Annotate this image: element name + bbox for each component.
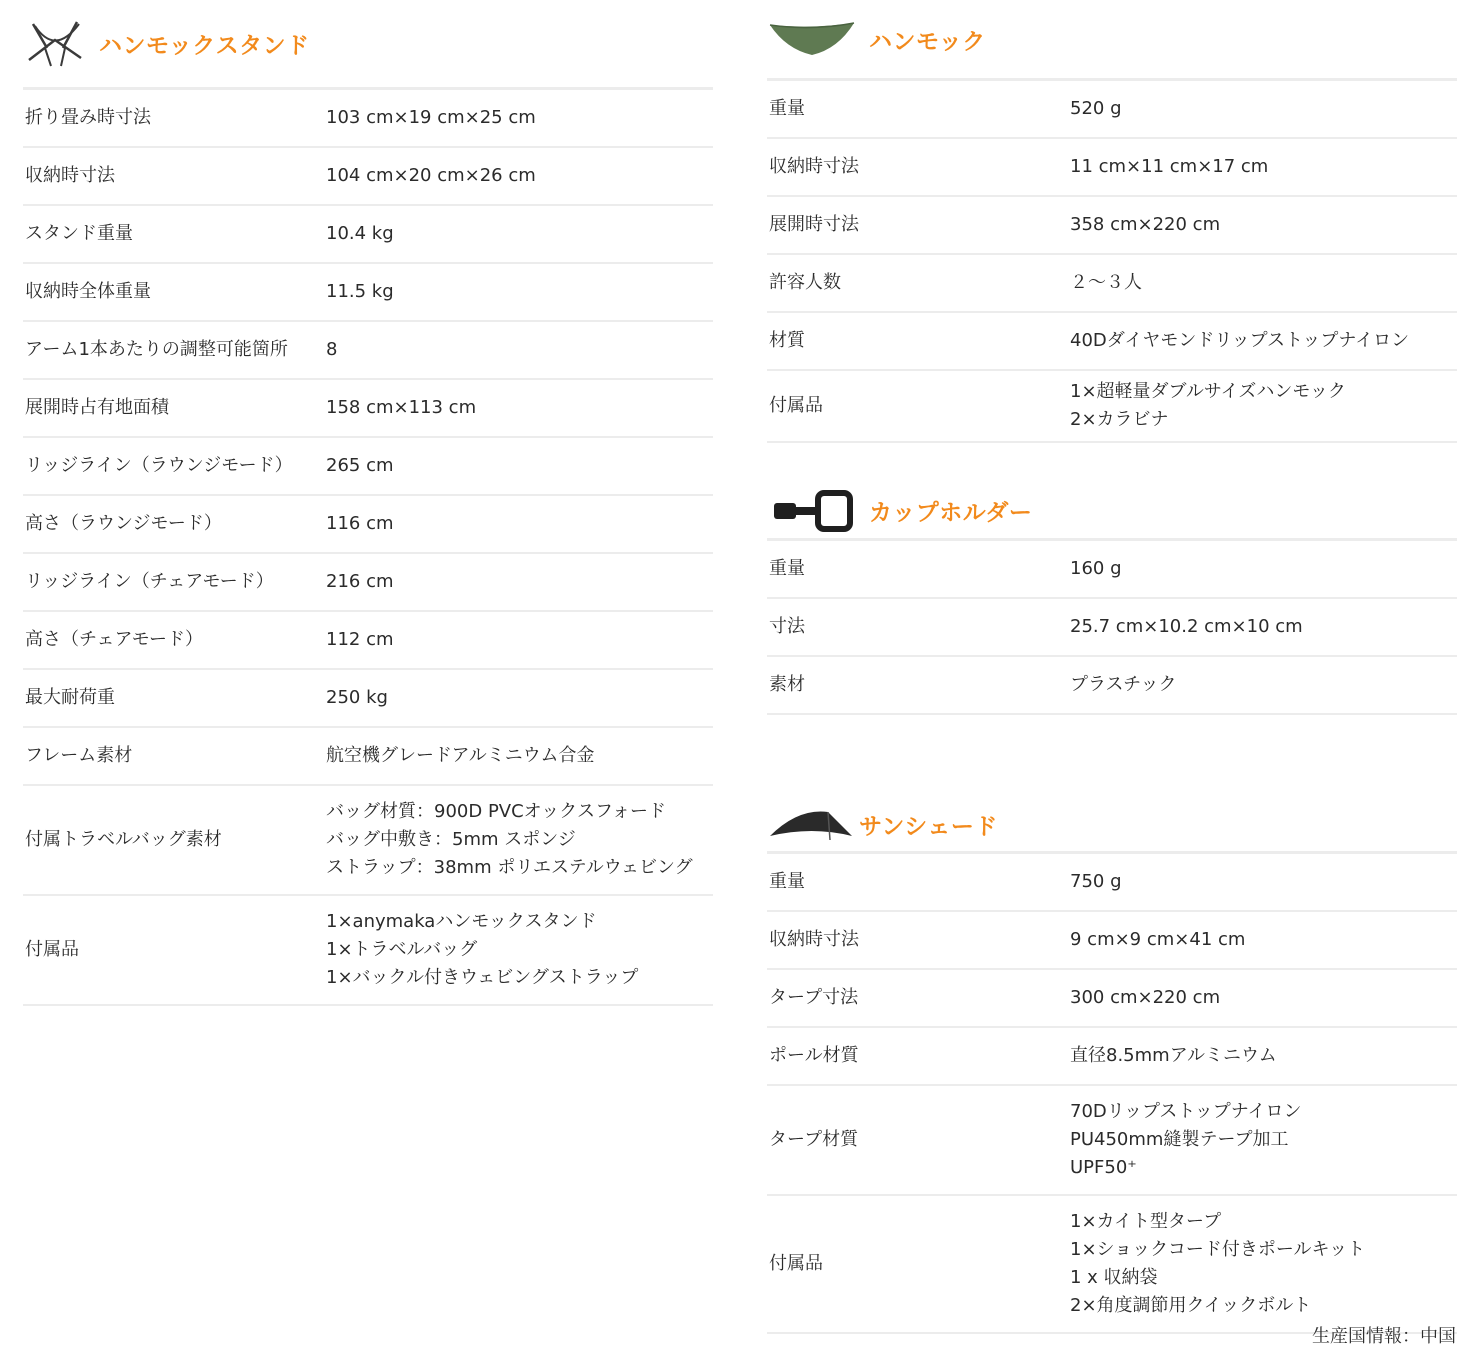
spec-row (23, 90, 713, 148)
spec-value-line: 358 cm×220 cm (1070, 214, 1221, 235)
spec-value-line: 10.4 kg (326, 223, 394, 244)
stand-spec-table (23, 90, 713, 1006)
spec-value-line: 1×バックル付きウェビングストラップ (326, 967, 639, 988)
spec-label: 許容人数 (769, 272, 841, 293)
spec-row (23, 612, 713, 670)
spec-label: 付属トラベルバッグ素材 (25, 829, 222, 850)
stand-section (23, 0, 713, 1006)
spec-label: 高さ（チェアモード） (25, 629, 204, 650)
cup-holder-icon (767, 482, 857, 540)
spec-value-line: ２～３人 (1070, 272, 1142, 293)
spec-row (23, 438, 713, 496)
spec-row (767, 541, 1457, 599)
spec-value (326, 626, 713, 654)
spec-row (23, 496, 713, 554)
spec-label: 折り畳み時寸法 (25, 107, 151, 128)
spec-value (326, 336, 713, 364)
spec-row (23, 322, 713, 380)
spec-row (767, 912, 1457, 970)
spec-value-line: UPF50⁺ (1070, 1157, 1137, 1178)
hammock-spec-table (767, 81, 1457, 443)
spec-value-line: 直径8.5mmアルミニウム (1070, 1045, 1277, 1066)
spec-value (326, 220, 713, 248)
spec-value (326, 568, 713, 596)
spec-label: 収納時寸法 (25, 165, 115, 186)
spec-row (23, 728, 713, 786)
spec-value (326, 104, 713, 132)
spec-value-line: 216 cm (326, 571, 394, 592)
spec-row (767, 81, 1457, 139)
stand-header (23, 0, 713, 90)
spec-value-line: 112 cm (326, 629, 394, 650)
spec-value (326, 908, 713, 992)
spec-row (767, 255, 1457, 313)
spec-row (23, 148, 713, 206)
spec-label: 最大耐荷重 (25, 687, 115, 708)
spec-value (1070, 1042, 1457, 1070)
spec-label: 付属品 (769, 395, 823, 416)
spec-value-line: 2×角度調節用クイックボルト (1070, 1295, 1312, 1316)
spec-label: 付属品 (25, 939, 79, 960)
spec-value-line: 1×カイト型タープ (1070, 1211, 1222, 1232)
spec-value-line: 9 cm×9 cm×41 cm (1070, 929, 1246, 950)
spec-value (1070, 671, 1457, 699)
sunshade-spec-table (767, 854, 1457, 1334)
hammock-title: ハンモック (869, 28, 986, 55)
spec-value-line: 1×トラベルバッグ (326, 939, 478, 960)
spec-value-line: 40Dダイヤモンドリップストップナイロン (1070, 330, 1410, 351)
sunshade-title: サンシェード (859, 813, 998, 840)
spec-value-line: プラスチック (1070, 674, 1177, 695)
spec-value (1070, 555, 1457, 583)
spec-label: フレーム素材 (25, 745, 133, 766)
spec-label: ポール材質 (769, 1045, 859, 1066)
spec-label: 収納時寸法 (769, 156, 859, 177)
spec-value-line: 航空機グレードアルミニウム合金 (326, 745, 595, 766)
spec-value (1070, 269, 1457, 297)
spec-value (1070, 868, 1457, 896)
cupholder-header (767, 483, 1457, 541)
spec-row (767, 970, 1457, 1028)
spec-label: 重量 (769, 871, 805, 892)
spec-row (23, 896, 713, 1006)
spec-value-line: 1×ショックコード付きポールキット (1070, 1239, 1366, 1260)
spec-value (326, 162, 713, 190)
spec-label: 付属品 (769, 1253, 823, 1274)
spec-value-line: バッグ中敷き：5mm スポンジ (326, 829, 576, 850)
spec-value-line: 11 cm×11 cm×17 cm (1070, 156, 1269, 177)
spec-value (326, 278, 713, 306)
spec-value (326, 452, 713, 480)
spec-value (1070, 378, 1457, 434)
spec-value-line: 160 g (1070, 558, 1122, 579)
hammock-header (767, 0, 1457, 81)
spec-label: 収納時寸法 (769, 929, 859, 950)
spec-value-line: 1×超軽量ダブルサイズハンモック (1070, 381, 1346, 402)
sunshade-header (767, 797, 1457, 854)
spec-label: 展開時占有地面積 (25, 397, 169, 418)
spec-value (1070, 327, 1457, 355)
spec-value-line: 300 cm×220 cm (1070, 987, 1221, 1008)
spec-value (326, 798, 713, 882)
spec-label: 寸法 (769, 616, 805, 637)
spec-row (23, 554, 713, 612)
spec-row (23, 206, 713, 264)
spec-row (23, 670, 713, 728)
spec-value-line: 70Dリップストップナイロン (1070, 1101, 1302, 1122)
spec-value (1070, 1098, 1457, 1182)
spec-value (326, 394, 713, 422)
spec-row (767, 599, 1457, 657)
cupholder-spec-table (767, 541, 1457, 715)
spec-value-line: ストラップ：38mm ポリエステルウェビング (326, 857, 693, 878)
spec-label: 展開時寸法 (769, 214, 859, 235)
spec-value-line: 750 g (1070, 871, 1122, 892)
spec-row (23, 264, 713, 322)
spec-value-line: 25.7 cm×10.2 cm×10 cm (1070, 616, 1303, 637)
spec-label: リッジライン（ラウンジモード） (25, 455, 293, 476)
spec-label: 素材 (769, 674, 805, 695)
spec-label: タープ寸法 (769, 987, 859, 1008)
spec-label: 重量 (769, 558, 805, 579)
spec-value-line: 104 cm×20 cm×26 cm (326, 165, 536, 186)
hammock-stand-icon (23, 15, 87, 73)
sunshade-icon (767, 795, 855, 853)
spec-label: アーム1本あたりの調整可能箇所 (25, 339, 288, 360)
spec-value-line: 265 cm (326, 455, 394, 476)
spec-value-line: 1×anymakaハンモックスタンド (326, 911, 597, 932)
spec-label: 材質 (769, 330, 805, 351)
spec-label: 重量 (769, 98, 805, 119)
spec-value (1070, 211, 1457, 239)
spec-value (326, 742, 713, 770)
spec-row (767, 371, 1457, 443)
spec-label: リッジライン（チェアモード） (25, 571, 274, 592)
spec-value-line: 8 (326, 339, 338, 360)
spec-label: 高さ（ラウンジモード） (25, 513, 222, 534)
accessories-column (767, 0, 1457, 1334)
spec-row (767, 197, 1457, 255)
spec-label: スタンド重量 (25, 223, 133, 244)
spec-value-line: 250 kg (326, 687, 388, 708)
spec-value-line: 116 cm (326, 513, 394, 534)
spec-value-line: 11.5 kg (326, 281, 394, 302)
spec-value-line: 1 x 収納袋 (1070, 1267, 1158, 1288)
spec-value (1070, 1208, 1457, 1320)
spec-row (767, 139, 1457, 197)
spec-row (767, 1028, 1457, 1086)
spec-value-line: 158 cm×113 cm (326, 397, 477, 418)
spec-value (1070, 613, 1457, 641)
spec-label: タープ材質 (769, 1129, 859, 1150)
spec-value (1070, 984, 1457, 1012)
spec-value-line: PU450mm縫製テープ加工 (1070, 1129, 1289, 1150)
spec-value (326, 510, 713, 538)
hammock-icon (767, 10, 857, 68)
spec-value (1070, 926, 1457, 954)
spec-value (1070, 95, 1457, 123)
stand-title: ハンモックスタンド (99, 33, 310, 59)
spec-label: 収納時全体重量 (25, 281, 151, 302)
spec-value (326, 684, 713, 712)
spec-row (767, 1086, 1457, 1196)
spec-value (1070, 153, 1457, 181)
spec-row (767, 854, 1457, 912)
spec-row (767, 1196, 1457, 1334)
spec-value-line: バッグ材質：900D PVCオックスフォード (326, 801, 667, 822)
spec-row (767, 657, 1457, 715)
spec-value-line: 103 cm×19 cm×25 cm (326, 107, 536, 128)
spec-value-line: 520 g (1070, 98, 1122, 119)
origin-note: 生産国情報：中国 (1312, 1326, 1456, 1347)
spec-value-line: 2×カラビナ (1070, 409, 1169, 430)
spec-row (767, 313, 1457, 371)
spec-row (23, 380, 713, 438)
spec-row (23, 786, 713, 896)
cupholder-title: カップホルダー (869, 500, 1033, 526)
